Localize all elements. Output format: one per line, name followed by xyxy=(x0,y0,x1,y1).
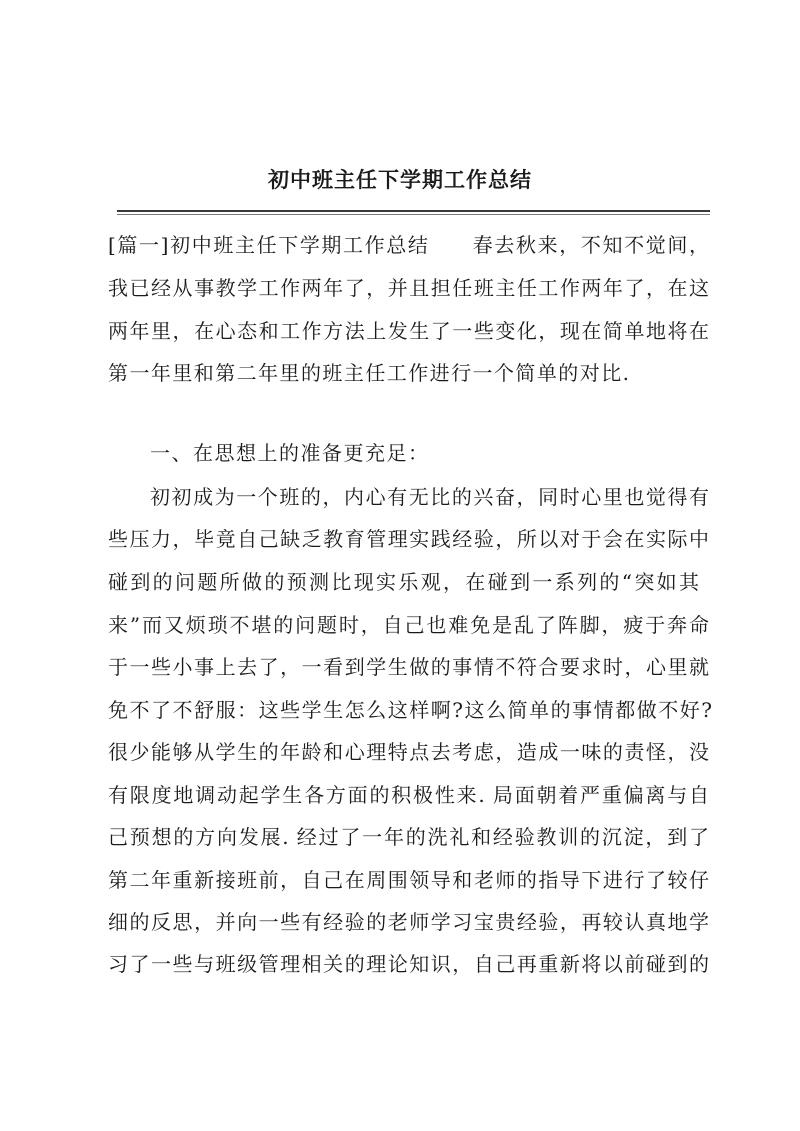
text-line xyxy=(0,315,800,347)
text-line-content: 很少能够从学生的年龄和心理特点去考虑，造成一味的责怪，没 xyxy=(108,740,709,764)
text-line-content: 第二年重新接班前，自己在周围领导和老师的指导下进行了较仔 xyxy=(108,868,709,892)
title-rule-thin xyxy=(117,214,710,215)
text-line xyxy=(0,906,800,938)
text-line xyxy=(0,481,800,513)
document-title: 初中班主任下学期工作总结 xyxy=(268,167,532,192)
section-heading-text: 一、在思想上的准备更充足： xyxy=(150,441,428,465)
text-line xyxy=(0,779,800,811)
text-line xyxy=(0,948,800,980)
text-line xyxy=(0,357,800,389)
text-line-content: 碰到的问题所做的预测比现实乐观，在碰到一系列的“突如其 xyxy=(108,570,699,594)
text-line-content: 于一些小事上去了，一看到学生做的事情不符合要求时，心里就 xyxy=(108,655,709,679)
section-heading xyxy=(0,437,800,469)
text-line xyxy=(0,651,800,683)
text-line-content: 来”而又烦琐不堪的问题时，自己也难免是乱了阵脚，疲于奔命 xyxy=(108,613,709,637)
text-line xyxy=(0,609,800,641)
text-line-content: 习了一些与班级管理相关的理论知识，自己再重新将以前碰到的 xyxy=(108,952,709,976)
text-line xyxy=(0,694,800,726)
text-line-content: 我已经从事教学工作两年了，并且担任班主任工作两年了，在这 xyxy=(108,276,709,300)
text-line-content: 细的反思，并向一些有经验的老师学习宝贵经验，再较认真地学 xyxy=(108,910,709,934)
text-line-content: 有限度地调动起学生各方面的积极性来. 局面朝着严重偏离与自 xyxy=(108,783,709,807)
text-line-content: 第一年里和第二年里的班主任工作进行一个简单的对比. xyxy=(108,361,629,385)
text-line xyxy=(0,566,800,598)
title-rule-thick xyxy=(117,210,710,212)
text-line-content: 初初成为一个班的，内心有无比的兴奋，同时心里也觉得有 xyxy=(150,485,709,509)
text-line xyxy=(0,821,800,853)
text-line xyxy=(0,272,800,304)
text-line-content: 两年里，在心态和工作方法上发生了一些变化，现在简单地将在 xyxy=(108,319,709,343)
text-line-content: [篇一]初中班主任下学期工作总结 春去秋来，不知不觉间， xyxy=(108,233,709,257)
text-line-content: 些压力，毕竟自己缺乏教育管理实践经验，所以对于会在实际中 xyxy=(108,527,709,551)
text-line xyxy=(0,229,800,261)
text-line-content: 免不了不舒服：这些学生怎么这样啊?这么简单的事情都做不好? xyxy=(108,698,712,722)
text-line xyxy=(0,523,800,555)
text-line xyxy=(0,736,800,768)
text-line xyxy=(0,864,800,896)
text-line-content: 己预想的方向发展. 经过了一年的洗礼和经验教训的沉淀，到了 xyxy=(108,825,709,849)
